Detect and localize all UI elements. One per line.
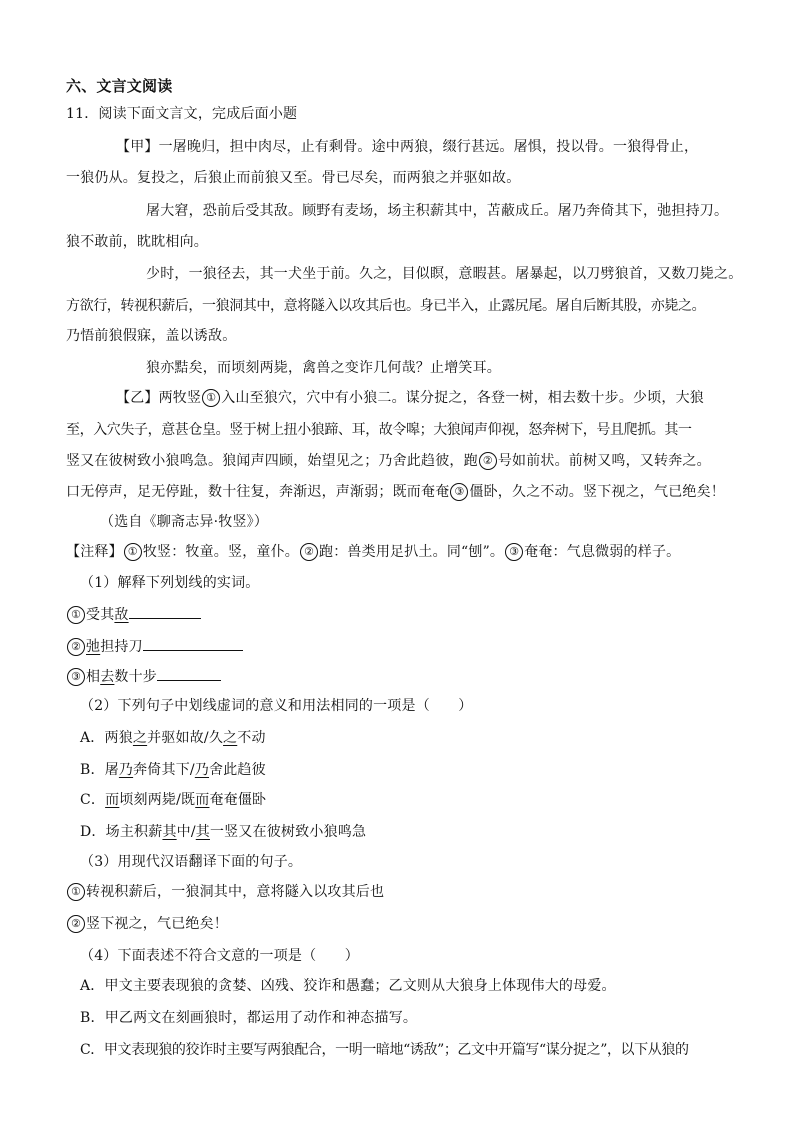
passage-yi-line-3 xyxy=(66,451,711,471)
passage-yi-text: 入山至狼穴，穴中有小狼二。谋分捉之，各登一树，相去数十步。少顷，大狼 xyxy=(221,390,705,406)
underlined-word: 乃 xyxy=(194,762,210,778)
option-letter: C． xyxy=(80,1042,104,1058)
notes-label: 【注释】 xyxy=(66,544,123,560)
note-text: 牧竖：牧童。竖，童仆。 xyxy=(142,544,300,560)
question-4-option-c[interactable] xyxy=(80,1040,689,1060)
passage-yi-text: 号如前状。前树又鸣，又转奔之。 xyxy=(497,453,711,469)
question-1-item-3 xyxy=(66,666,221,687)
footnote-marker: ② xyxy=(479,452,497,470)
passage-jia-line-7: 乃悟前狼假寐，盖以诱敌。 xyxy=(66,328,237,344)
answer-blank[interactable] xyxy=(143,636,243,651)
underlined-word: 而 xyxy=(195,792,210,808)
section-title: 六、文言文阅读 xyxy=(66,77,173,95)
footnote-marker: ③ xyxy=(505,543,523,561)
passage-yi-line-4 xyxy=(66,482,725,502)
passage-source: （选自《聊斋志异·牧竖》） xyxy=(100,514,269,530)
option-text: 舍此趋彼 xyxy=(209,762,266,778)
passage-yi-line-1 xyxy=(116,388,704,408)
option-letter: B． xyxy=(80,1010,105,1026)
underlined-word: 其 xyxy=(195,824,210,840)
option-text: 场主积薪 xyxy=(105,824,163,840)
option-text: 中/ xyxy=(176,824,196,840)
underlined-word: 去 xyxy=(100,669,115,685)
item-number: ② xyxy=(67,638,85,656)
option-text: 顷刻两毙/既 xyxy=(119,792,196,808)
question-1-item-2 xyxy=(66,636,243,657)
passage-yi-text: 【乙】两牧竖 xyxy=(116,390,202,406)
option-text: 屠 xyxy=(104,762,119,778)
option-text: 奄奄僵卧 xyxy=(209,792,267,808)
passage-jia-line-6: 方欲行，转视积薪后，一狼洞其中，意将隧入以攻其后也。身已半入，止露尻尾。屠自后断其股，亦毙之。 xyxy=(66,298,706,314)
question-2-prompt: （2）下列句子中划线虚词的意义和用法相同的一项是（ ） xyxy=(80,698,473,714)
option-text: 甲乙两文在刻画狼时，都运用了动作和神态描写。 xyxy=(104,1010,418,1026)
underlined-word: 之 xyxy=(223,730,238,746)
passage-jia-line-5: 少时，一狼径去，其一犬坐于前。久之，目似瞑，意暇甚。屠暴起，以刀劈狼首，又数刀毙之。 xyxy=(146,266,743,282)
question-1-item-1 xyxy=(66,604,201,625)
question-3-item-1 xyxy=(66,882,384,902)
question-3-prompt: （3）用现代汉语翻译下面的句子。 xyxy=(80,854,303,870)
option-letter: B． xyxy=(80,762,105,778)
footnote-marker: ① xyxy=(202,389,220,407)
underlined-word: 而 xyxy=(105,792,120,808)
underlined-word: 之 xyxy=(132,730,148,746)
option-letter: A． xyxy=(80,730,105,746)
option-letter: A． xyxy=(80,978,105,994)
option-text: 甲文表现狼的狡诈时主要写两狼配合，一明一暗地“诱敌”；乙文中开篇写“谋分捉之”，以下从狼的 xyxy=(103,1042,689,1058)
question-4-option-a[interactable] xyxy=(80,976,616,996)
option-text: 一竖又在彼树致小狼鸣急 xyxy=(209,824,367,840)
item-number: ③ xyxy=(67,668,85,686)
question-2-option-b[interactable] xyxy=(80,760,266,780)
item-text: 担持刀 xyxy=(100,639,143,655)
passage-yi-text: 竖又在彼树致小狼鸣急。狼闻声四顾，始望见之；乃舍此趋彼，跑 xyxy=(66,453,478,469)
question-intro: 11．阅读下面文言文，完成后面小题 xyxy=(66,106,298,122)
note-text: 奄奄：气息微弱的样子。 xyxy=(524,544,681,560)
item-text: 受其 xyxy=(86,607,115,623)
underlined-word: 其 xyxy=(162,824,177,840)
answer-blank[interactable] xyxy=(129,604,201,619)
passage-jia-line-8: 狼亦黠矣，而顷刻两毙，禽兽之变诈几何哉？止增笑耳。 xyxy=(146,360,501,376)
passage-yi-line-2: 至，入穴失子，意甚仓皇。竖于树上扭小狼蹄、耳，故令嗥；大狼闻声仰视，怒奔树下，号且爬抓。其一 xyxy=(66,422,692,438)
option-text: 不动 xyxy=(237,730,266,746)
question-1-prompt: （1）解释下列划线的实词。 xyxy=(80,575,260,591)
item-number: ② xyxy=(67,915,85,933)
answer-blank[interactable] xyxy=(157,666,221,681)
question-3-item-2 xyxy=(66,914,228,934)
item-text: 数十步 xyxy=(114,669,158,685)
passage-jia-line-3: 屠大窘，恐前后受其敌。顾野有麦场，场主积薪其中，苫蔽成丘。屠乃奔倚其下，弛担持刀。 xyxy=(146,203,729,219)
underlined-word: 乃 xyxy=(118,762,134,778)
underlined-word: 弛 xyxy=(86,639,101,655)
footnote-marker: ③ xyxy=(450,483,468,501)
notes xyxy=(66,542,680,562)
question-4-prompt: （4）下面表述不符合文意的一项是（ ） xyxy=(80,948,359,964)
item-text: 转视积薪后，一狼洞其中，意将隧入以攻其后也 xyxy=(86,884,385,900)
passage-yi-text: 僵卧，久之不动。竖下视之，气已绝矣！ xyxy=(469,484,726,500)
passage-jia-line-4: 狼不敢前，眈眈相向。 xyxy=(66,234,208,250)
passage-jia-line-1: 【甲】一屠晚归，担中肉尽，止有剩骨。途中两狼，缀行甚远。屠惧，投以骨。一狼得骨止， xyxy=(116,139,699,155)
passage-jia-line-2: 一狼仍从。复投之，后狼止而前狼又至。骨已尽矣，而两狼之并驱如故。 xyxy=(66,170,521,186)
question-2-option-a[interactable] xyxy=(80,728,266,748)
item-number: ① xyxy=(67,606,85,624)
underlined-word: 敌 xyxy=(114,607,129,623)
option-text: 甲文主要表现狼的贪婪、凶残、狡诈和愚蠢；乙文则从大狼身上体现伟大的母爱。 xyxy=(104,978,616,994)
option-text: 并驱如故/久 xyxy=(147,730,224,746)
option-letter: C． xyxy=(80,792,106,808)
footnote-marker: ① xyxy=(124,543,142,561)
option-text: 奔倚其下/ xyxy=(133,762,195,778)
question-2-option-d[interactable] xyxy=(80,822,366,842)
item-text: 相 xyxy=(86,669,101,685)
item-text: 竖下视之，气已绝矣！ xyxy=(86,916,228,932)
option-letter: D． xyxy=(80,824,106,840)
item-number: ① xyxy=(67,883,85,901)
note-text: 跑：兽类用足扒土。同“刨”。 xyxy=(319,544,505,560)
question-4-option-b[interactable] xyxy=(80,1008,417,1028)
passage-yi-text: 口无停声，足无停趾，数十往复，奔渐迟，声渐弱；既而奄奄 xyxy=(66,484,450,500)
question-2-option-c[interactable] xyxy=(80,790,266,810)
option-text: 两狼 xyxy=(104,730,133,746)
footnote-marker: ② xyxy=(300,543,318,561)
